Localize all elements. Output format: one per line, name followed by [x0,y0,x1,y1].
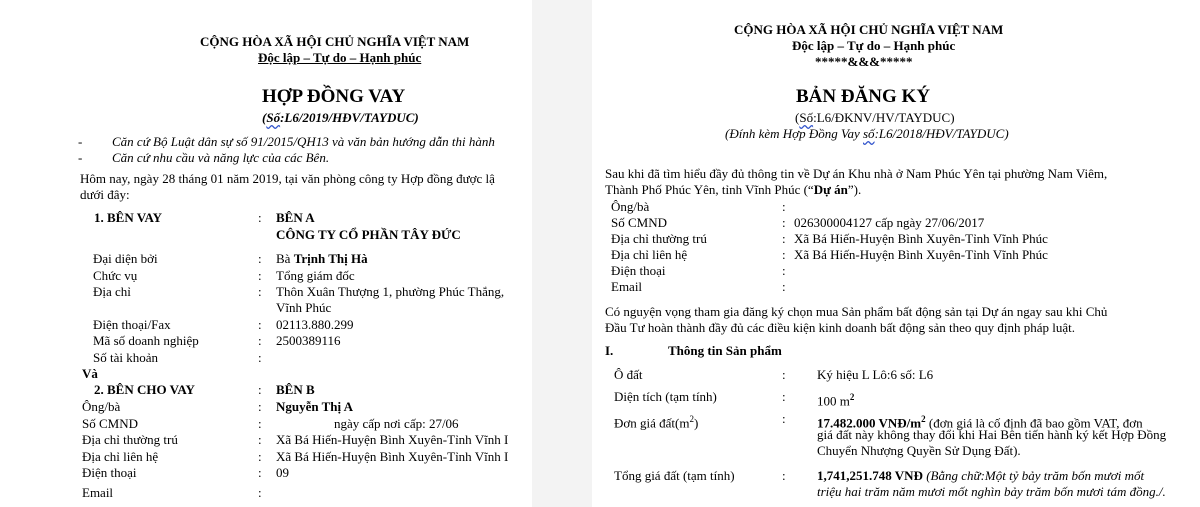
field-value: 1,741,251.748 VNĐ (Bằng chữ:Một tỷ bảy trăm bốn mươi mốt [817,468,1145,483]
field-label: Địa chỉ thường trú [611,231,707,246]
field-value: Xã Bá Hiến-Huyện Bình Xuyên-Tỉnh Vĩnh I [276,432,509,447]
colon: : [782,263,786,278]
field-value: 100 $m^2$ [817,392,855,409]
colon: : [782,411,786,426]
field-label: Số CMND [82,416,138,431]
field-label: Đơn giá $đất(m^2)$ [614,414,699,431]
loan-contract-page [0,0,532,507]
party-a-name: BÊN A [276,210,315,225]
colon: : [782,215,786,230]
national-motto: Độc lập – Tự do – Hạnh phúc [258,50,422,65]
field-label: Email [611,279,643,294]
field-value: 026300004127 cấp ngày 27/06/2017 [794,215,985,230]
field-label: Địa chỉ [93,284,131,299]
colon: : [258,350,262,365]
page-gap [532,0,592,507]
field-value: Thôn Xuân Thượng 1, phường Phúc Thắng, [276,284,505,299]
colon: : [782,468,786,483]
field-label: Điện thoại/Fax [93,317,171,332]
national-title: CỘNG HÒA XÃ HỘI CHỦ NGHĨA VIỆT NAM [200,34,470,49]
basis-item-1: Căn cứ Bộ Luật dân sự số 91/2015/QH13 và văn bản hướng dẫn thi hành [112,134,495,149]
field-label: Ô đất [614,367,643,382]
colon: : [258,317,262,332]
field-value: Nguyễn Thị A [276,399,354,414]
field-value-cont: Vĩnh Phúc [276,300,332,315]
field-value: 02113.880.299 [276,317,354,332]
field-value: 2500389116 [276,333,341,348]
party-b-heading: 2. BÊN CHO VAY [94,382,195,397]
party-b-name: BÊN B [276,382,315,397]
field-label: Mã số doanh nghiệp [93,333,199,348]
colon: : [258,382,262,397]
party-a-heading: 1. BÊN VAY [94,210,163,225]
colon: : [258,210,262,225]
colon: : [782,231,786,246]
colon: : [258,465,262,480]
intro-line-1: Sau khi đã tìm hiểu đầy đủ thông tin về Dự án Khu nhà ở Nam Phúc Yên tại phường Nam Viêm, [605,166,1108,181]
colon: : [258,268,262,283]
national-title: CỘNG HÒA XÃ HỘI CHỦ NGHĨA VIỆT NAM [734,22,1004,37]
intro-line-1: Hôm nay, ngày 28 tháng 01 năm 2019, tại văn phòng công ty Hợp đồng được lậ [80,171,495,186]
contract-title: HỢP ĐỒNG VAY [262,86,406,107]
colon: : [782,199,786,214]
field-value: ngày cấp nơi cấp: 27/06 [334,416,459,431]
field-value: Xã Bá Hiến-Huyện Bình Xuyên-Tỉnh Vĩnh Phúc [794,247,1048,262]
field-value: 17.482.000 VNĐ/$m^2$ (đơn giá là cố định đã bao gồm VAT, đơn [817,414,1143,431]
colon: : [258,251,262,266]
decorative-stars: *****&&&***** [815,54,913,69]
field-value: Xã Bá Hiến-Huyện Bình Xuyên-Tỉnh Vĩnh I [276,449,509,464]
field-label: Địa chỉ liên hệ [82,449,159,464]
colon: : [258,449,262,464]
registration-title: BẢN ĐĂNG KÝ [796,86,931,107]
field-value: 09 [276,465,289,480]
field-label: Điện thoại [82,465,137,480]
field-value-cont: Chuyển Nhượng Quyền Sử Dụng Đất). [817,443,1021,458]
field-label: Địa chỉ liên hệ [611,247,688,262]
colon: : [782,247,786,262]
section-title: Thông tin Sản phẩm [668,343,782,358]
basis-item-2: Căn cứ nhu cầu và năng lực của các Bên. [112,150,330,165]
field-value: Xã Bá Hiến-Huyện Bình Xuyên-Tỉnh Vĩnh Phúc [794,231,1048,246]
field-value: Bà Trịnh Thị Hà [276,251,368,266]
registration-page [592,0,1200,507]
colon: : [258,416,262,431]
colon: : [782,279,786,294]
national-motto: Độc lập – Tự do – Hạnh phúc [792,38,956,53]
field-label: Điện thoại [611,263,666,278]
colon: : [258,485,262,500]
registration-number: (Số:L6/ĐKNV/HV/TAYDUC) [795,110,955,125]
contract-number: (Số:L6/2019/HĐV/TAYDUC) [262,110,419,125]
party-a-company: CÔNG TY CỔ PHẦN TÂY ĐỨC [276,227,461,242]
field-value: Tổng giám đốc [276,268,355,283]
bullet-2: - [78,150,83,165]
colon: : [258,333,262,348]
field-label: Chức vụ [93,268,138,283]
field-label: Diện tích (tạm tính) [614,389,717,404]
field-label: Ông/bà [611,199,650,214]
intro-line-2: Thành Phố Phúc Yên, tỉnh Vĩnh Phúc (“Dự án”). [605,182,862,197]
section-number: I. [605,343,614,358]
field-label: Đại diện bởi [93,251,158,266]
wish-line-1: Có nguyện vọng tham gia đăng ký chọn mua Sản phẩm bất động sản tại Dự án ngay sau khi Chủ [605,304,1108,319]
field-value-cont: triệu hai trăm năm mươi mốt nghìn bảy trăm bốn mươi tám đồng./. [817,484,1166,499]
wish-line-2: Đầu Tư hoàn thành đầy đủ các điều kiện kinh doanh bất động sản theo quy định pháp luật. [605,320,1076,335]
colon: : [258,432,262,447]
attachment-note: (Đính kèm Hợp Đồng Vay số:L6/2018/HĐV/TAYDUC) [725,126,1009,141]
colon: : [782,389,786,404]
colon: : [258,284,262,299]
field-label: Số CMND [611,215,667,230]
field-label: Ông/bà [82,399,121,414]
field-label: Tổng giá đất (tạm tính) [614,468,735,483]
intro-line-2: dưới đây: [80,187,130,202]
colon: : [782,367,786,382]
field-label: Email [82,485,114,500]
field-value-cont: giá đất này không thay đổi khi Hai Bên tiến hành ký kết Hợp Đồng [817,427,1167,442]
field-label: Địa chỉ thường trú [82,432,178,447]
colon: : [258,399,262,414]
field-value: Ký hiệu L Lô:6 số: L6 [817,367,934,382]
field-label: Số tài khoản [93,350,158,365]
and-label: Và [82,366,98,381]
bullet-1: - [78,134,83,149]
